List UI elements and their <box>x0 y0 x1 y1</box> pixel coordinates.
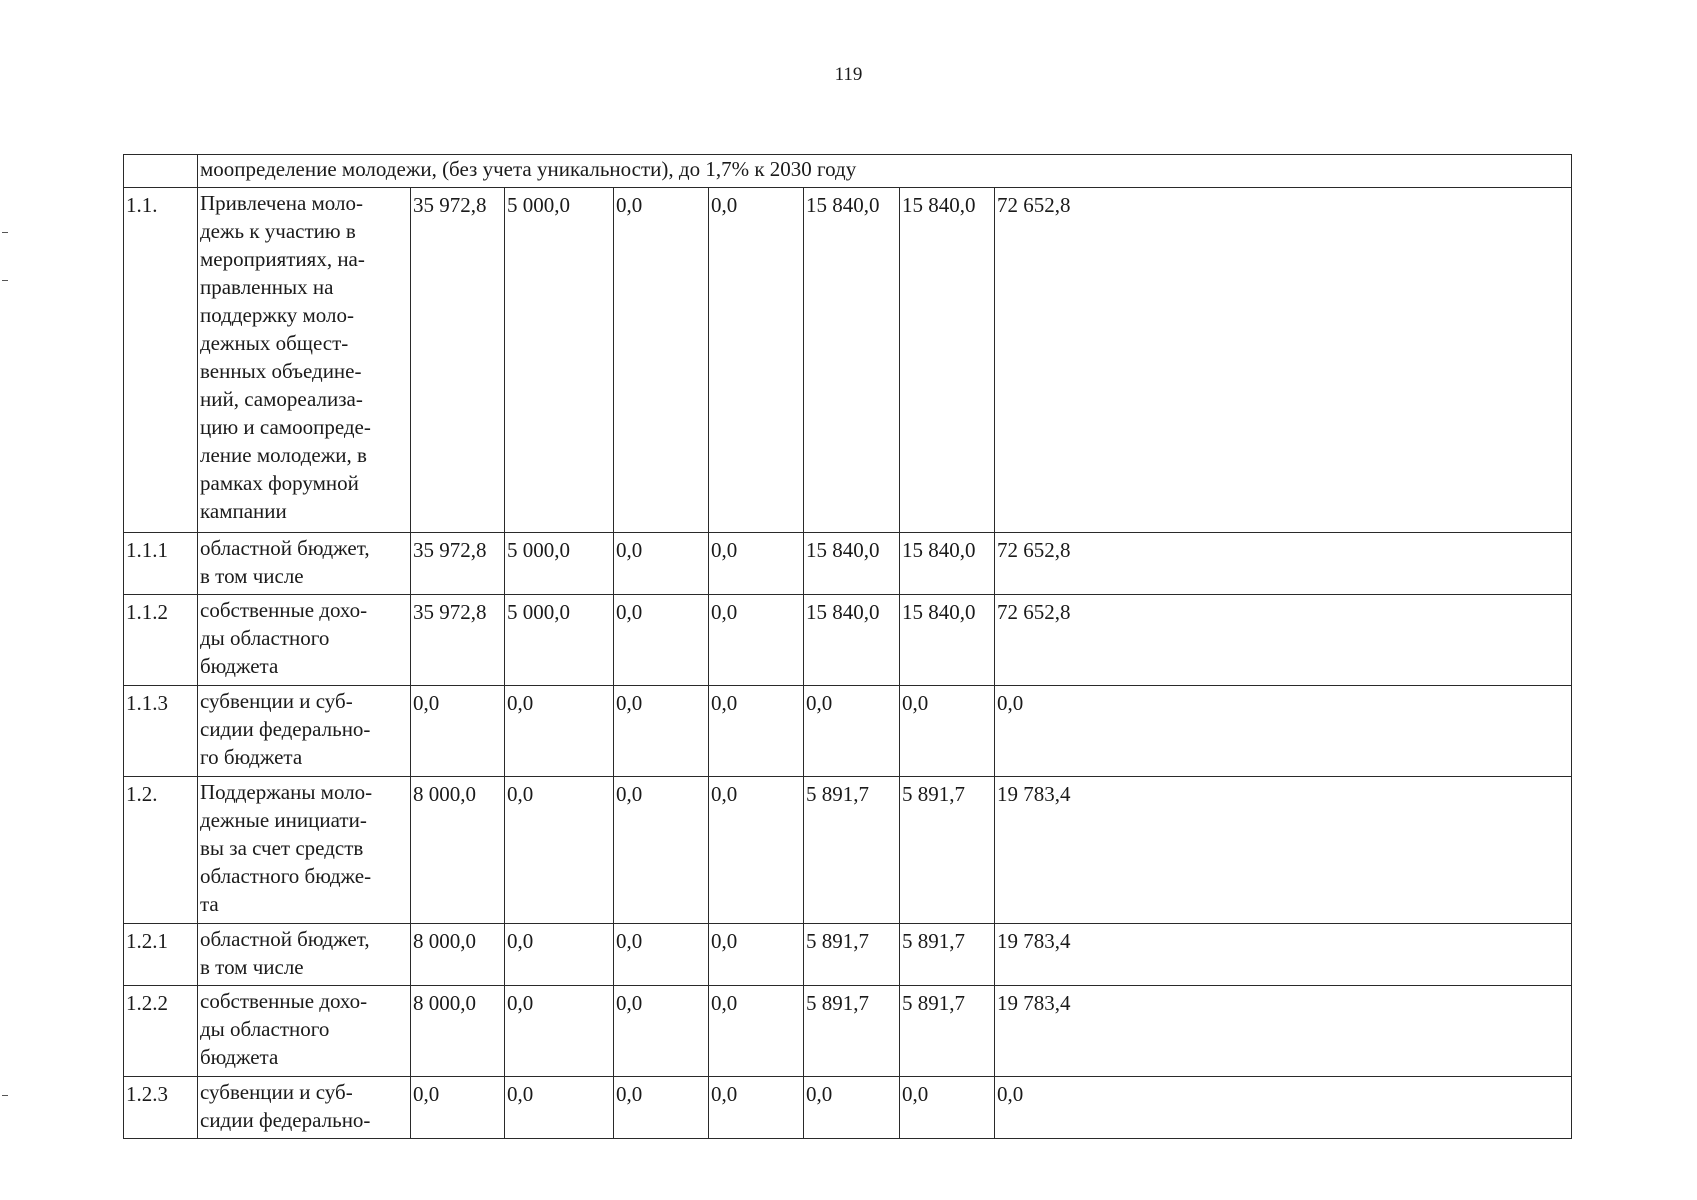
value-cell: 0,0 <box>709 1077 804 1139</box>
value-cell: 0,0 <box>709 986 804 1077</box>
value-cell: 0,0 <box>614 595 709 686</box>
value-cell: 0,0 <box>614 924 709 986</box>
table-row <box>124 188 1572 533</box>
margin-mark <box>2 280 8 281</box>
value-cell: 0,0 <box>900 1077 995 1139</box>
row-description: субвенции и суб- сидии федерально- <box>198 1077 411 1139</box>
value-cell: 0,0 <box>709 686 804 777</box>
row-description: Привлечена моло- дежь к участию в мероприятиях, на- правленных на поддержку моло- дежных общест- венных объедине- ний, самореализа- цию и самоопреде- ление молодежи, в рамках форумной кампании <box>198 188 411 533</box>
margin-mark <box>2 232 8 233</box>
row-code: 1.1. <box>124 188 198 533</box>
value-cell: 15 840,0 <box>900 188 995 533</box>
row-description: собственные дохо- ды областного бюджета <box>198 986 411 1077</box>
value-cell: 5 891,7 <box>900 924 995 986</box>
row-description: Поддержаны моло- дежные инициати- вы за счет средств областного бюдже- та <box>198 777 411 924</box>
value-cell: 35 972,8 <box>411 595 505 686</box>
value-cell: 0,0 <box>995 1077 1572 1139</box>
value-cell: 72 652,8 <box>995 533 1572 595</box>
table-row <box>124 777 1572 924</box>
value-cell: 15 840,0 <box>804 533 900 595</box>
value-cell: 8 000,0 <box>411 777 505 924</box>
value-cell: 5 891,7 <box>804 777 900 924</box>
value-cell: 0,0 <box>505 777 614 924</box>
page-number: 119 <box>834 64 863 85</box>
table-row <box>124 686 1572 777</box>
value-cell: 19 783,4 <box>995 777 1572 924</box>
table-header-row <box>124 155 1572 188</box>
row-code: 1.2.3 <box>124 1077 198 1139</box>
value-cell: 0,0 <box>995 686 1572 777</box>
value-cell: 0,0 <box>709 188 804 533</box>
value-cell: 0,0 <box>900 686 995 777</box>
row-description: областной бюджет, в том числе <box>198 533 411 595</box>
row-code: 1.1.2 <box>124 595 198 686</box>
value-cell: 0,0 <box>614 533 709 595</box>
row-code: 1.1.1 <box>124 533 198 595</box>
row-description: областной бюджет, в том числе <box>198 924 411 986</box>
value-cell: 5 891,7 <box>804 986 900 1077</box>
value-cell: 15 840,0 <box>804 595 900 686</box>
row-code: 1.2. <box>124 777 198 924</box>
value-cell: 0,0 <box>709 777 804 924</box>
value-cell: 0,0 <box>709 595 804 686</box>
row-code: 1.2.1 <box>124 924 198 986</box>
row-code: 1.1.3 <box>124 686 198 777</box>
value-cell: 0,0 <box>709 533 804 595</box>
value-cell: 5 000,0 <box>505 188 614 533</box>
value-cell: 0,0 <box>411 1077 505 1139</box>
value-cell: 0,0 <box>804 686 900 777</box>
value-cell: 0,0 <box>505 686 614 777</box>
value-cell: 0,0 <box>505 924 614 986</box>
value-cell: 15 840,0 <box>900 533 995 595</box>
value-cell: 0,0 <box>614 686 709 777</box>
value-cell: 35 972,8 <box>411 533 505 595</box>
value-cell: 0,0 <box>411 686 505 777</box>
value-cell: 72 652,8 <box>995 188 1572 533</box>
budget-table <box>123 154 1572 1139</box>
value-cell: 35 972,8 <box>411 188 505 533</box>
table-row <box>124 924 1572 986</box>
margin-mark <box>2 1095 8 1096</box>
table-row <box>124 986 1572 1077</box>
header-text: моопределение молодежи, (без учета уникальности), до 1,7% к 2030 году <box>198 155 1572 188</box>
header-empty-cell <box>124 155 198 188</box>
table-row <box>124 595 1572 686</box>
table-row <box>124 1077 1572 1139</box>
value-cell: 15 840,0 <box>900 595 995 686</box>
value-cell: 5 000,0 <box>505 533 614 595</box>
value-cell: 5 891,7 <box>804 924 900 986</box>
row-code: 1.2.2 <box>124 986 198 1077</box>
value-cell: 5 000,0 <box>505 595 614 686</box>
row-description: субвенции и суб- сидии федерально- го бюджета <box>198 686 411 777</box>
value-cell: 0,0 <box>614 777 709 924</box>
table-row <box>124 533 1572 595</box>
value-cell: 15 840,0 <box>804 188 900 533</box>
value-cell: 5 891,7 <box>900 986 995 1077</box>
value-cell: 0,0 <box>614 986 709 1077</box>
value-cell: 19 783,4 <box>995 986 1572 1077</box>
value-cell: 0,0 <box>709 924 804 986</box>
row-description: собственные дохо- ды областного бюджета <box>198 595 411 686</box>
value-cell: 0,0 <box>505 986 614 1077</box>
value-cell: 0,0 <box>614 1077 709 1139</box>
value-cell: 0,0 <box>804 1077 900 1139</box>
value-cell: 0,0 <box>614 188 709 533</box>
value-cell: 8 000,0 <box>411 924 505 986</box>
value-cell: 72 652,8 <box>995 595 1572 686</box>
value-cell: 8 000,0 <box>411 986 505 1077</box>
value-cell: 0,0 <box>505 1077 614 1139</box>
value-cell: 5 891,7 <box>900 777 995 924</box>
value-cell: 19 783,4 <box>995 924 1572 986</box>
